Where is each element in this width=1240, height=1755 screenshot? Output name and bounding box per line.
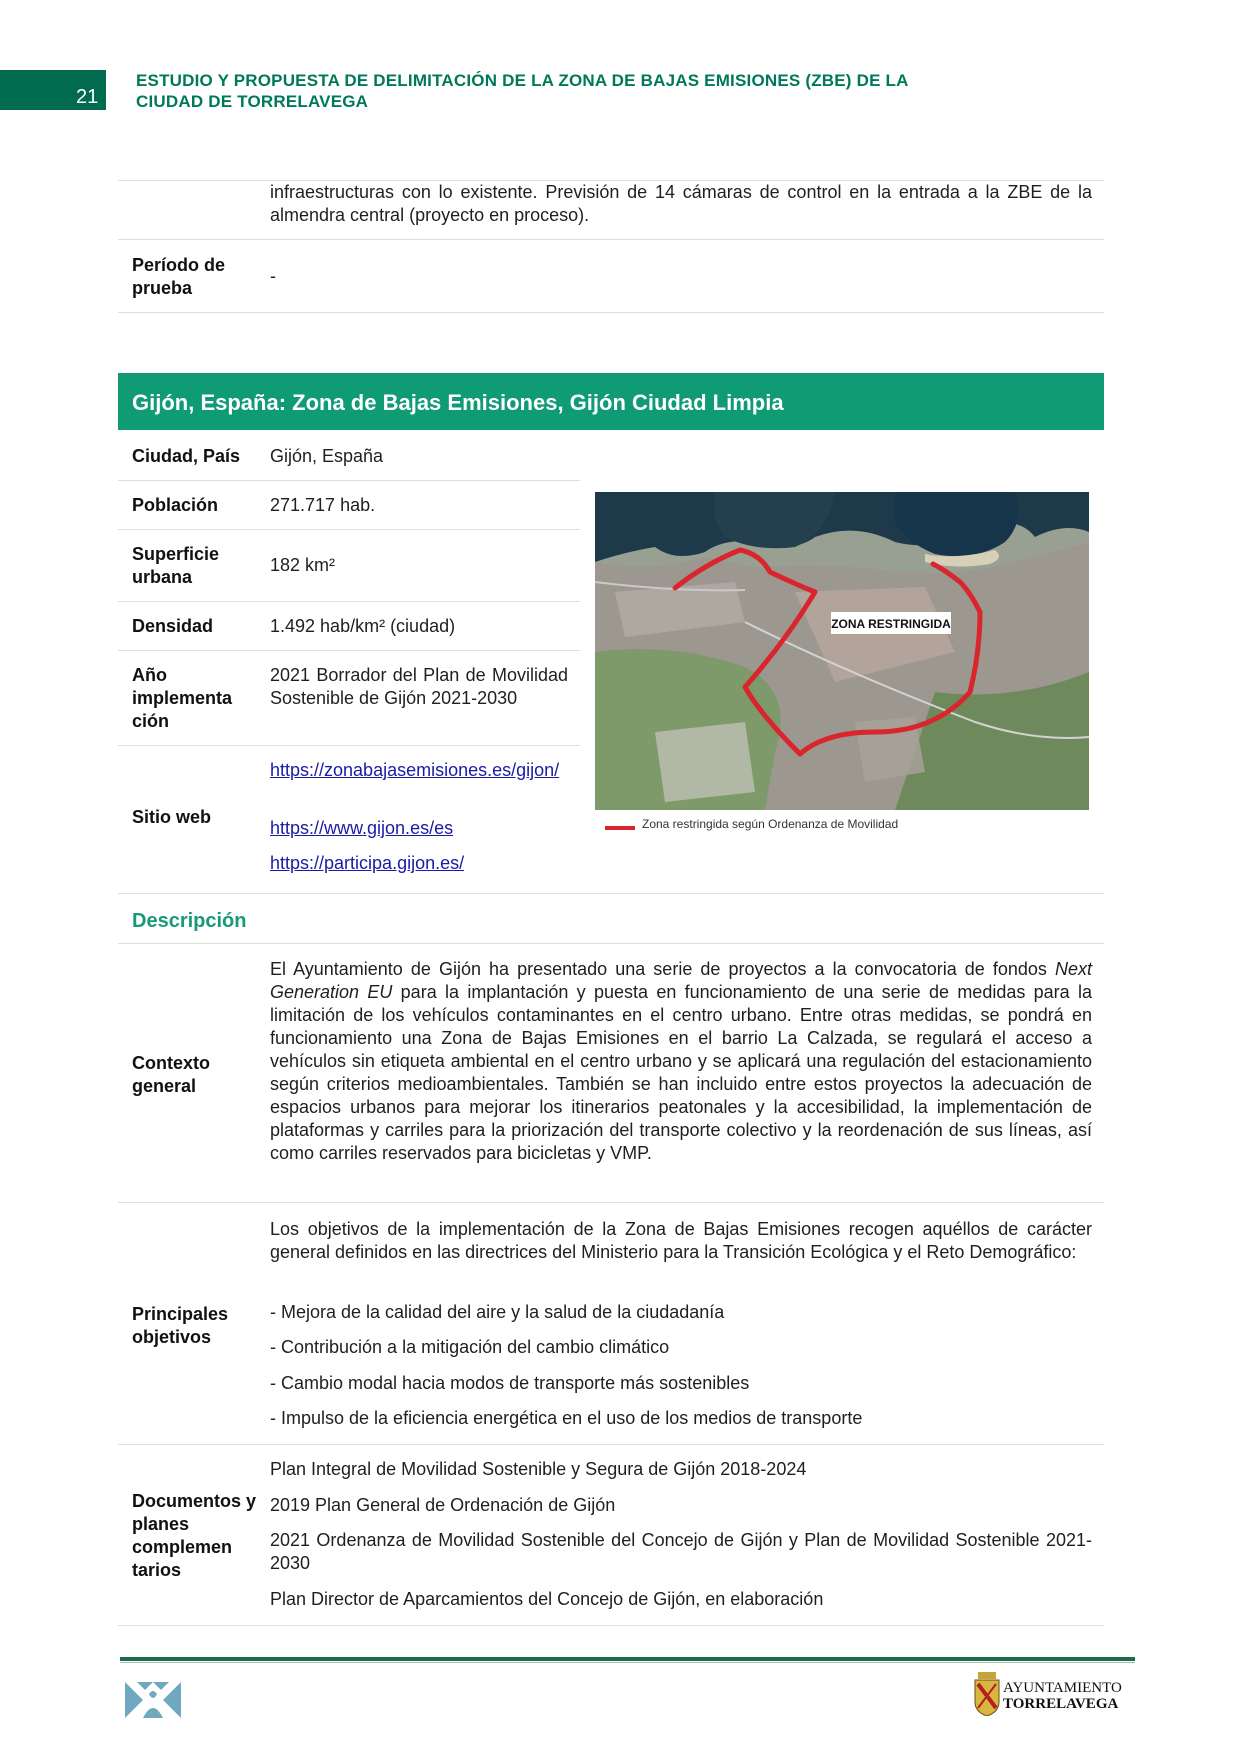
objective-item-4: - Impulso de la eficiencia energética en el uso de los medios de transporte bbox=[270, 1408, 863, 1428]
map-legend: Zona restringida según Ordenanza de Movilidad bbox=[642, 817, 899, 831]
website-label: Sitio web bbox=[132, 807, 212, 827]
context-text bbox=[270, 958, 1092, 1165]
row-divider bbox=[118, 480, 580, 481]
document-item-2: 2019 Plan General de Ordenación de Gijón bbox=[270, 1495, 616, 1515]
torrelavega-mark-logo bbox=[123, 1678, 183, 1722]
trial-period-value: - bbox=[270, 266, 276, 286]
row-divider bbox=[118, 312, 1104, 313]
document-item-4: Plan Director de Aparcamientos del Concejo de Gijón, en elaboración bbox=[270, 1589, 824, 1609]
page-number: 21 bbox=[76, 86, 99, 108]
objective-item-2: - Contribución a la mitigación del cambio climático bbox=[270, 1337, 670, 1357]
website-link-participa[interactable]: https://participa.gijon.es/ bbox=[270, 853, 465, 873]
ayuntamiento-line1: AYUNTAMIENTO bbox=[1003, 1680, 1122, 1696]
zone-map bbox=[595, 492, 1089, 810]
implementation-year-value: 2021 Borrador del Plan de Movilidad Sostenible de Gijón 2021-2030 bbox=[270, 665, 568, 708]
objective-item-1: - Mejora de la calidad del aire y la salud de la ciudadanía bbox=[270, 1302, 725, 1322]
context-text-italic: Next Generation EU bbox=[270, 959, 1092, 1002]
aerial-map-image bbox=[595, 492, 1089, 810]
documents-label: Documentos y planes complemen tarios bbox=[132, 1491, 257, 1580]
row-divider bbox=[118, 601, 580, 602]
row-divider bbox=[118, 239, 1104, 240]
trial-period-label: Período de prueba bbox=[132, 255, 226, 298]
website-link-gijon[interactable]: https://www.gijon.es/es bbox=[270, 818, 454, 838]
implementation-year-label: Año implementa ción bbox=[132, 665, 233, 731]
row-divider bbox=[118, 1202, 1104, 1203]
objectives-intro: Los objetivos de la implementación de la Zona de Bajas Emisiones recogen aquéllos de carácter general definidos en las directrices del Ministerio para la Transición Ecológica y el Reto Demográfico: bbox=[270, 1219, 1092, 1262]
website-link-2-wrap bbox=[270, 817, 453, 840]
row-divider bbox=[118, 893, 1104, 894]
area-label: Superficie urbana bbox=[132, 544, 220, 587]
population-value: 271.717 hab. bbox=[270, 495, 376, 515]
row-divider bbox=[118, 943, 1104, 944]
document-title: ESTUDIO Y PROPUESTA DE DELIMITACIÓN DE LA ZONA DE BAJAS EMISIONES (ZBE) DE LA CIUDAD DE TORRELAVEGA bbox=[136, 71, 908, 111]
footer-rule bbox=[120, 1657, 1135, 1661]
ayuntamiento-line2: TORRELAVEGA bbox=[1003, 1696, 1119, 1712]
website-link-3-wrap bbox=[270, 852, 464, 875]
coat-of-arms-icon bbox=[974, 1672, 1000, 1716]
continued-text: infraestructuras con lo existente. Previsión de 14 cámaras de control en la entrada a la ZBE de la almendra central (proyecto en proceso). bbox=[270, 182, 1092, 225]
city-country-value: Gijón, España bbox=[270, 446, 384, 466]
ayuntamiento-name bbox=[1003, 1680, 1122, 1712]
document-item-1: Plan Integral de Movilidad Sostenible y Segura de Gijón 2018-2024 bbox=[270, 1459, 807, 1479]
context-label: Contexto general bbox=[132, 1053, 210, 1096]
population-label: Población bbox=[132, 495, 219, 515]
context-text-2: para la implantación y puesta en funcionamiento de una serie de medidas para la limitación de los vehículos contaminantes en el centro urbano. Entre otras medidas, se pondrá en funcionamiento una Zona de Bajas Emisiones en el barrio La Calzada, se regulará el acceso a vehículos sin etiqueta ambiental en el centro urbano y se aplicará una regulación del estacionamiento según criterios medioambientales. También se han incluido entre estos proyectos la adecuación de espacios urbanos para mejorar los itinerarios peatonales y la accesibilidad, la implementación de plataformas y carriles para la priorización del transporte colectivo y la reordenación de sus líneas, así como carriles reservados para bicicletas y VMP. bbox=[270, 982, 1092, 1163]
context-text-1: El Ayuntamiento de Gijón ha presentado una serie de proyectos a la convocatoria de fondos bbox=[270, 959, 1055, 979]
document-item-3: 2021 Ordenanza de Movilidad Sostenible del Concejo de Gijón y Plan de Movilidad Sostenible 2021-2030 bbox=[270, 1530, 1092, 1573]
footer-rule-thin bbox=[120, 1662, 1135, 1663]
city-country-label: Ciudad, País bbox=[132, 446, 241, 466]
website-link-zonabajasemisiones[interactable]: https://zonabajasemisiones.es/gijon/ bbox=[270, 760, 560, 780]
section-title: Gijón, España: Zona de Bajas Emisiones, Gijón Ciudad Limpia bbox=[132, 390, 784, 415]
row-divider bbox=[118, 1625, 1104, 1626]
website-link-1-wrap bbox=[270, 759, 570, 782]
description-heading: Descripción bbox=[132, 910, 247, 932]
zone-restricted-label: ZONA RESTRINGIDA bbox=[831, 617, 951, 631]
density-value: 1.492 hab/km² (ciudad) bbox=[270, 616, 456, 636]
area-value: 182 km² bbox=[270, 555, 336, 575]
row-divider bbox=[118, 1444, 1104, 1445]
legend-swatch bbox=[605, 826, 635, 830]
objective-item-3: - Cambio modal hacia modos de transporte más sostenibles bbox=[270, 1373, 750, 1393]
objectives-label: Principales objetivos bbox=[132, 1304, 229, 1347]
row-divider bbox=[118, 650, 580, 651]
density-label: Densidad bbox=[132, 616, 214, 636]
row-divider bbox=[118, 745, 580, 746]
row-divider bbox=[118, 529, 580, 530]
